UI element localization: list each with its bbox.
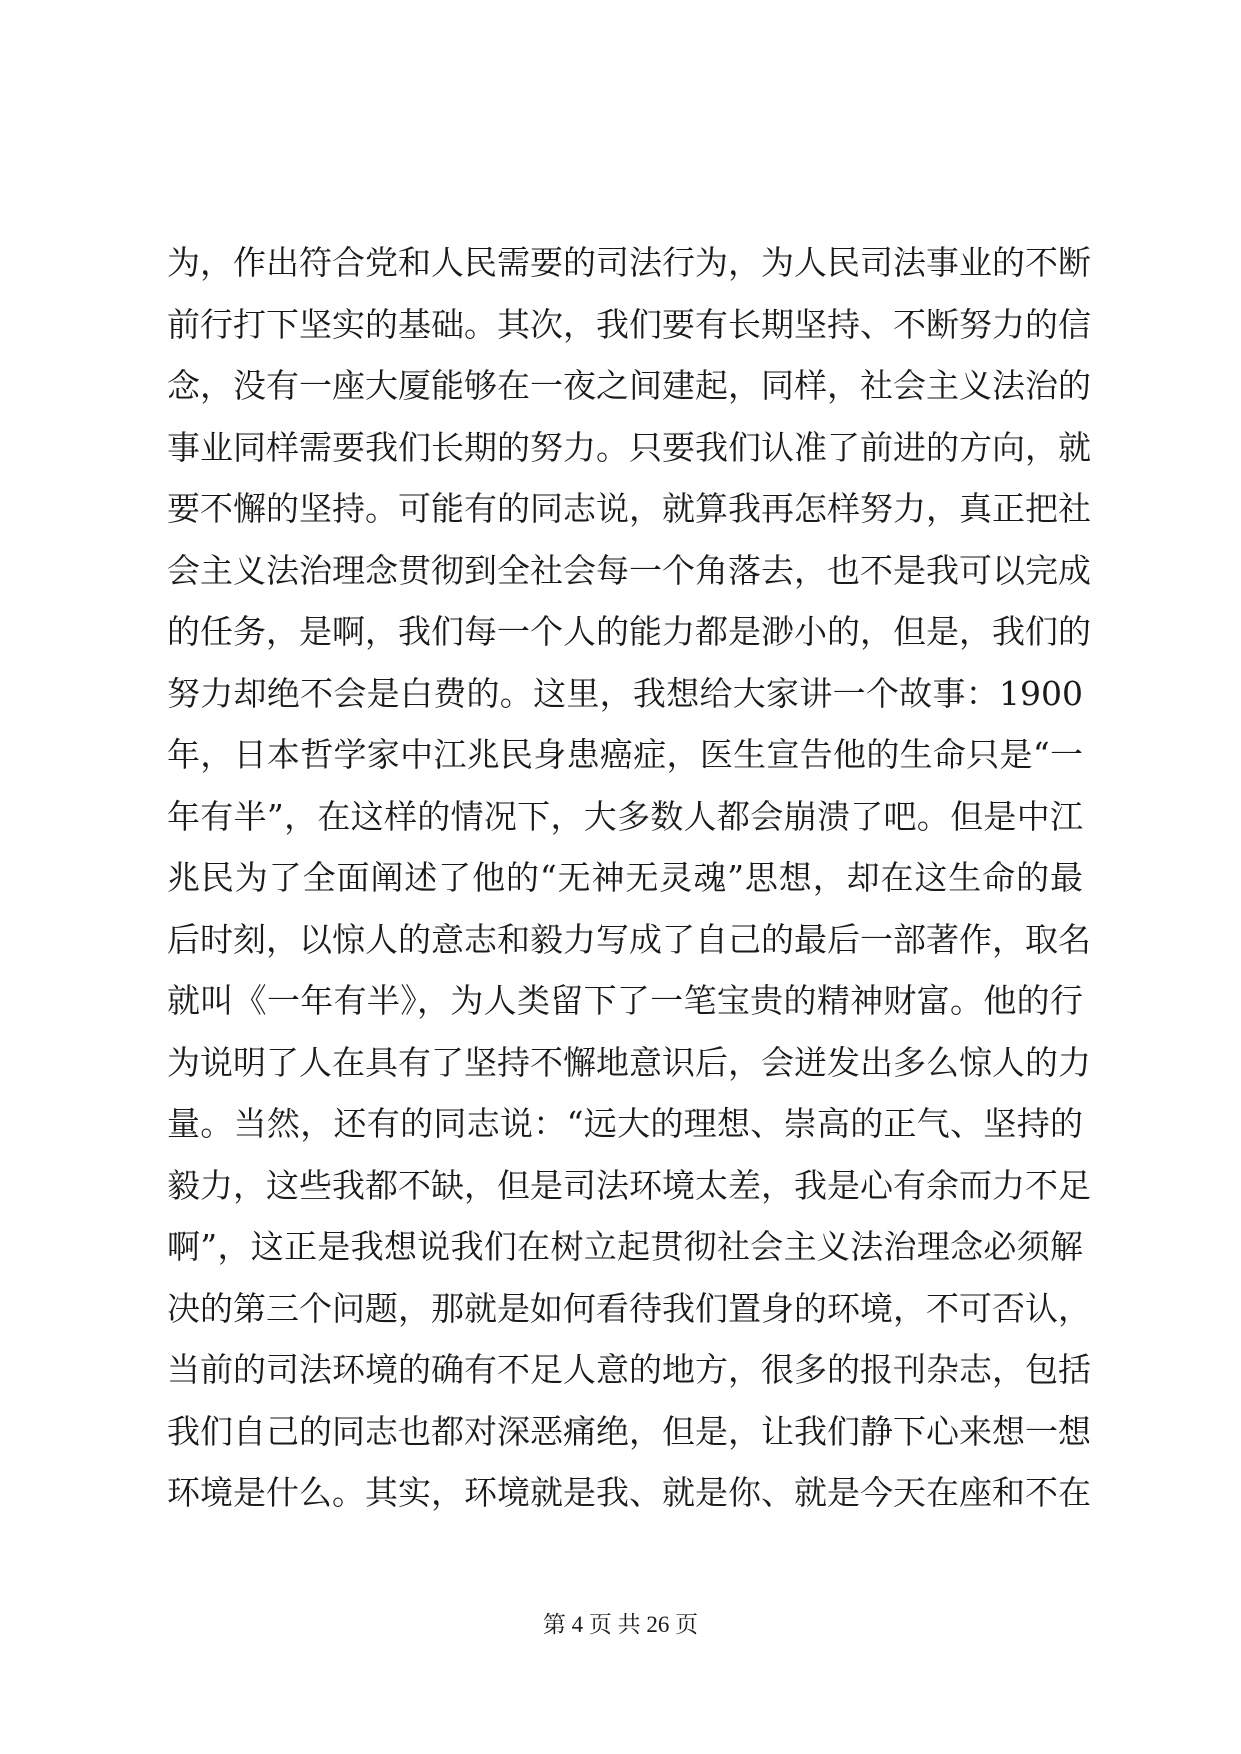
text-line: 兆民为了全面阐述了他的“无神无灵魂”思想，却在这生命的最 — [167, 858, 1083, 897]
text-line: 后时刻，以惊人的意志和毅力写成了自己的最后一部著作，取名 — [167, 919, 1091, 959]
text-line: 就叫《一年有半》，为人类留下了一笔宝贵的精神财富。他的行 — [167, 981, 1083, 1020]
text-line: 会主义法治理念贯彻到全社会每一个角落去，也不是我可以完成 — [167, 550, 1091, 590]
text-line: 啊”，这正是我想说我们在树立起贯彻社会主义法治理念必须解 — [167, 1227, 1083, 1266]
text-line: 事业同样需要我们长期的努力。只要我们认准了前进的方向，就 — [167, 427, 1091, 467]
body-text — [167, 232, 1091, 1524]
text-line: 年有半”，在这样的情况下，大多数人都会崩溃了吧。但是中江 — [167, 796, 1083, 836]
text-line: 年，日本哲学家中江兆民身患癌症，医生宣告他的生命只是“一 — [167, 735, 1083, 774]
text-line: 我们自己的同志也都对深恶痛绝，但是，让我们静下心来想一想 — [167, 1411, 1091, 1451]
text-line: 念，没有一座大厦能够在一夜之间建起，同样，社会主义法治的 — [167, 366, 1091, 405]
text-line: 决的第三个问题，那就是如何看待我们置身的环境，不可否认， — [167, 1288, 1091, 1328]
text-line: 毅力，这些我都不缺，但是司法环境太差，我是心有余而力不足 — [167, 1165, 1091, 1205]
text-line: 努力却绝不会是白费的。这里，我想给大家讲一个故事：1900 — [167, 673, 1083, 713]
text-line: 前行打下坚实的基础。其次，我们要有长期坚持、不断努力的信 — [167, 304, 1091, 344]
text-line: 量。当然，还有的同志说：“远大的理想、崇高的正气、坚持的 — [167, 1104, 1083, 1143]
text-line: 为，作出符合党和人民需要的司法行为，为人民司法事业的不断 — [167, 243, 1091, 282]
text-line: 为说明了人在具有了坚持不懈地意识后，会迸发出多么惊人的力 — [167, 1042, 1091, 1082]
text-line: 当前的司法环境的确有不足人意的地方，很多的报刊杂志，包括 — [167, 1350, 1091, 1389]
page-footer: 第 4 页 共 26 页 — [542, 1612, 699, 1637]
text-line: 的任务，是啊，我们每一个人的能力都是渺小的，但是，我们的 — [167, 612, 1091, 651]
text-line: 环境是什么。其实，环境就是我、就是你、就是今天在座和不在 — [167, 1473, 1091, 1512]
text-line: 要不懈的坚持。可能有的同志说，就算我再怎样努力，真正把社 — [167, 489, 1091, 528]
